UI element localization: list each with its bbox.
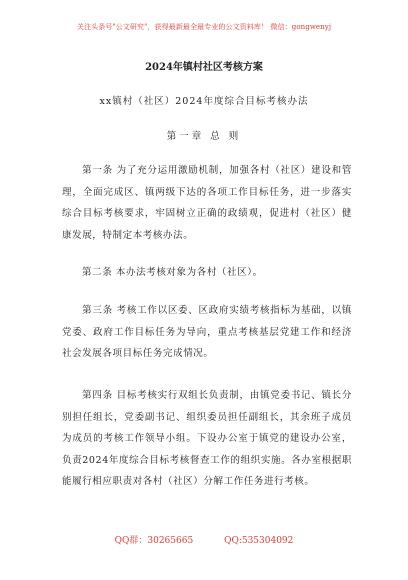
paragraph-text: 第一条 为了充分运用激励机制，加强各村（社区）建设和管理，全面完成区、镇两级下达的各项工作目标任务，进一步落实综合目标考核要求，牢固树立正确的政绩观，促进村（社区）健康发展，特制定本考核办法。: [62, 165, 352, 241]
document-title: 2024年镇村社区考核方案: [145, 62, 263, 73]
paragraph-text: 第二条 本办法考核对象为各村（社区）。: [82, 267, 263, 278]
paragraph-text: 第四条 目标考核实行双组长负责制，由镇党委书记、镇长分别担任组长，党委副书记、组织委员担任副组长，其余班子成员为成员的考核工作领导小组。下设办公室于镇党的建设办公室，负责2024年度综合目标考核督查工作的组织实施。各办室根据职能履行相应职责对各村（社区）分解工作任务进行考核。: [62, 390, 352, 487]
paragraph-article-4: [62, 385, 352, 493]
paragraph-article-2: [62, 262, 352, 284]
paragraph-text: 第三条 考核工作以区委、区政府实绩考核指标为基础，以镇党委、政府工作目标任务为导向，重点考核基层党建工作和经济社会发展各项目标任务完成情况。: [62, 305, 352, 359]
chapter-heading: 第一章 总 则: [166, 131, 242, 142]
paragraph-article-3: [62, 300, 352, 365]
paragraph-article-1: [62, 160, 352, 246]
qq-number-text: QQ:535304092: [224, 536, 294, 546]
promo-header: 关注头条号"公文研究"，获得最新最全最专业的公文资料库！ 微信：gongwenyj: [76, 23, 332, 31]
document-subtitle: xx镇村（社区）2024年度综合目标考核办法: [99, 96, 309, 107]
contact-footer: [0, 533, 408, 546]
qq-group-text: QQ群：30265665: [114, 536, 194, 546]
